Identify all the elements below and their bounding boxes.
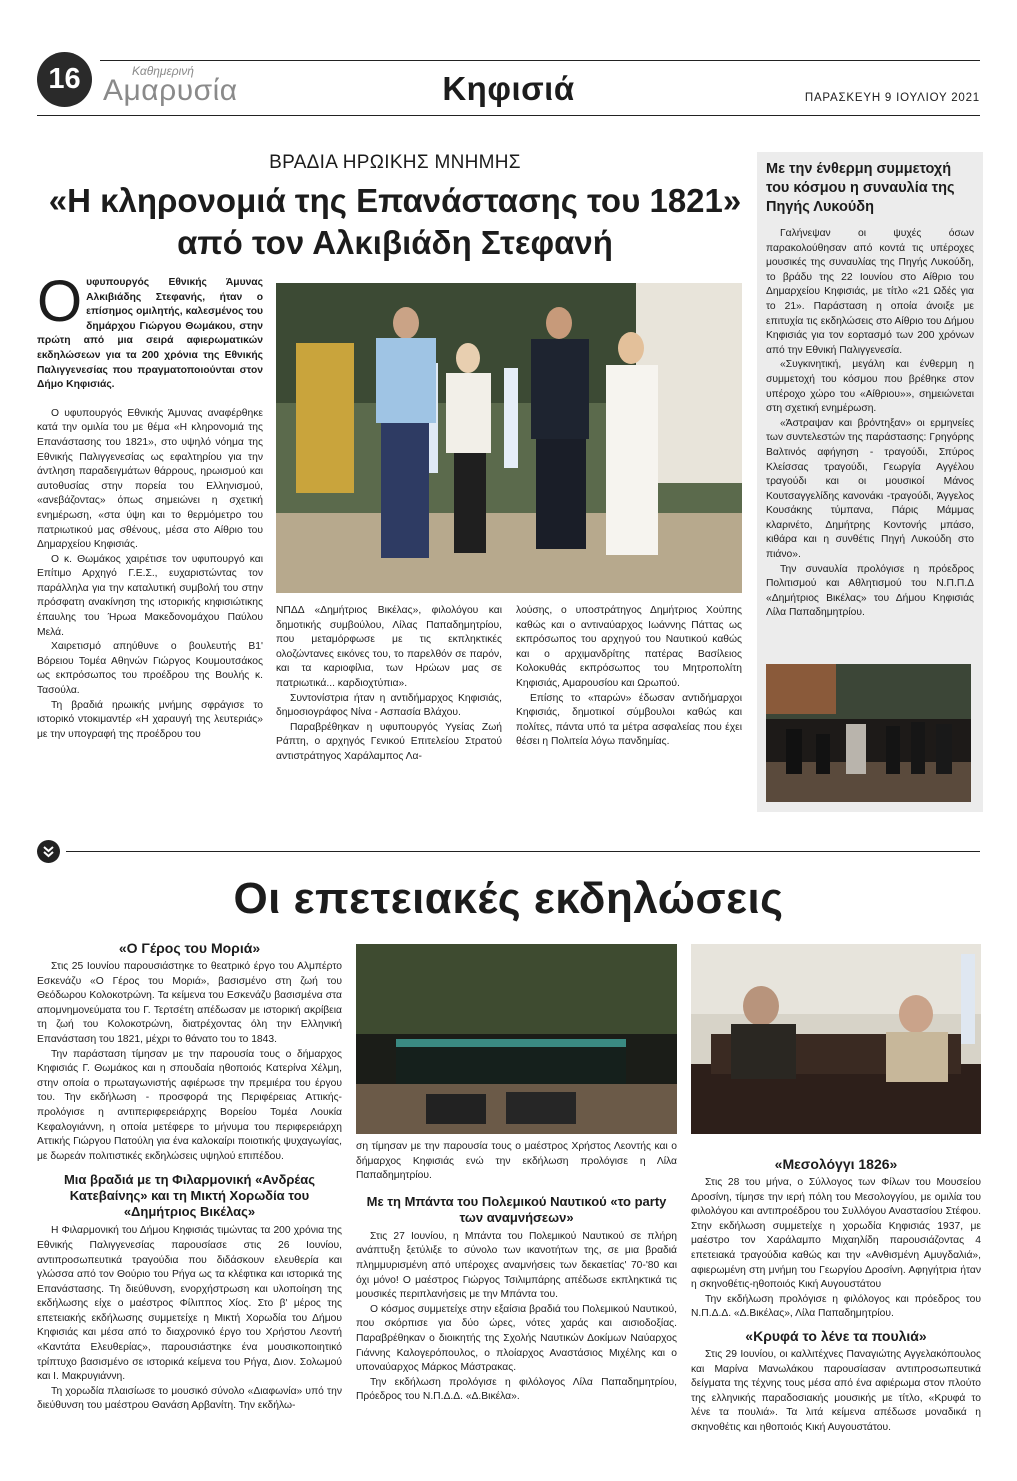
masthead-top-rule: [100, 60, 980, 61]
second-paragraph: Την εκδήλωση προλόγισε η φιλόλογος και πρόεδρος του Ν.Π.Δ.Δ. «Δ.Βικέλας», Λίλα Παπαδημητρίου.: [691, 1293, 981, 1320]
article-lead: υφυπουργός Εθνικής Άμυνας Αλκιβιάδης Στεφανής, ήταν ο επίσημος ομιλητής, καλεσμένος του δημάρχου Γιώργου Θωμάκου, στην πρώτη από μια σειρά αφιερωματικών εκδηλώσεων για τα 200 χρόνια της Εθνικής Παλιγγενεσίας που πραγματοποιούνται στον Δήμο Κηφισιάς.: [37, 277, 263, 391]
sidebar-photo: [766, 664, 971, 802]
page-number: 16: [48, 63, 81, 95]
article-paragraph: Τη βραδιά ηρωικής μνήμης σφράγισε το ιστορικό ντοκιμαντέρ «Η χαραυγή της λευτεριάς» με την υπογραφή της προέδρου του: [37, 699, 263, 740]
article-paragraph: Επίσης το «παρών» έδωσαν αντιδήμαρχοι Κηφισιάς, δημοτικοί σύμβουλοι καθώς και πολίτες, πάντα υπό τα μέτρα ασφαλείας που έχει θέσει η Πολιτεία λόγω πανδημίας.: [516, 692, 742, 748]
second-column-2: [356, 1140, 677, 1460]
article-paragraph: ΝΠΔΔ «Δημήτριος Βικέλας», φιλολόγου και δημοτικής συμβούλου, Λίλας Παπαδημητρίου, που μεταμόρφωσε με τις εκπληκτικές ολοζώντανες εικόνες του, το παρελθόν σε παρόν, και τα καριοφίλια, των Ηρώων μας σε πατριωτικά... καρδιοχτύπια».: [276, 605, 502, 689]
article-paragraph: Ο κ. Θωμάκος χαιρέτισε τον υφυπουργό και Επίτιμο Αρχηγό Γ.Ε.Σ., ευχαριστώντας τον παράλληλα για την καταλυτική συμβολή του στην πρόσφατη ανακίνηση της ιστορικής κηφισιώτικης έπαυλης του Ήρωα Μακεδονομάχου Παύλου Μελά.: [37, 553, 263, 638]
second-paragraph: Στις 25 Ιουνίου παρουσιάστηκε το θεατρικό έργο του Αλμπέρτο Εσκενάζυ «Ο Γέρος του Μοριά», βασισμένο στη ζωή του Θεόδωρου Κολοκοτρώνη. Τα κείμενα του Εσκενάζυ βασισμένα στα απομνημονεύματα του Γ. Τερτσέτη απέδωσαν με ιστορική ακρίβεια τη ζωή του Κολοκοτρώνη, διατρέχοντας όλη την Ελληνική Επανάσταση του 1821, μέχρι το θάνατο του το 1843.: [37, 961, 342, 1045]
second-article-title: Οι επετειακές εκδηλώσεις: [233, 874, 784, 923]
subheading-mesolongi: «Μεσολόγγι 1826»: [774, 1156, 898, 1172]
article-kicker: ΒΡΑΔΙΑ ΗΡΩΙΚΗΣ ΜΝΗΜΗΣ: [269, 152, 521, 173]
second-paragraph: Την εκδήλωση προλόγισε η φιλόλογος Λίλα Παπαδημητρίου, Πρόεδρος του Ν.Π.Δ.Δ. «Δ.Βικέλα».: [356, 1376, 677, 1403]
masthead-bottom-rule: [37, 115, 980, 116]
article-paragraph: Συντονίστρια ήταν η αντιδήμαρχος Κηφισιάς, δημοσιογράφος Νίνα - Ασπασία Βλάχου.: [276, 692, 502, 719]
second-paragraph: Ο κόσμος συμμετείχε στην εξαίσια βραδιά του Πολεμικού Ναυτικού, που σκόρπισε για δύο ώρες, νότες χαράς και αισιοδοξίας. Παραβρέθηκαν ο διοικητής της Σχολής Ναυτικών Δοκίμων Ναύαρχος Γιάννης Καλογερόπουλος, ο πλοίαρχος Αναστάσιος Μιχέλης και ο υποναύαρχος Μάρκος Μάστρακας.: [356, 1303, 677, 1374]
brand-logo: Αμαρυσία: [103, 74, 238, 107]
chevron-down-icon: [37, 840, 60, 863]
article-paragraph: Παραβρέθηκαν η υφυπουργός Υγείας Ζωή Ράπτη, ο αρχηγός Γενικού Επιτελείου Στρατού αντιστράτηγος Χαράλαμπος Λα-: [276, 721, 502, 762]
subheading-banta: Με τη Μπάντα του Πολεμικού Ναυτικού «το party των αναμνήσεων»: [366, 1193, 667, 1225]
sidebar-paragraph: Την συναυλία προλόγισε η πρόεδρος Πολιτισμού και Αθλητισμού του Ν.Π.Π.Δ «Δημήτριος Βικέλας» του Δήμου Κηφισιάς Λίλα Παπαδημητρίου.: [766, 563, 974, 619]
second-paragraph: Η Φιλαρμονική του Δήμου Κηφισιάς τιμώντας τα 200 χρόνια της Εθνικής Παλιγγενεσίας παρουσίασε στις 26 Ιουνίου, αντιπροσωπευτικά τραγούδια που διδάσκουν ελευθερία και γλώσσα από τον Θούριο του Ρήγα ως τα κλέφτικα και ιστορικά της Επανάστασης. Τη διεύθυνση, ενορχήστρωση και υλοποίηση της εκδήλωσης είχε ο μαέστρος Φίλιππος Χίος. Στο β' μέρος της επετειακής εκδήλωσης συμμετείχε η Μικτή Χορωδία του Δήμου Κηφισιάς και μέσα από το διαχρονικό έργο του Χρήστου Λεοντή «Καντάτα Ελευθερίας», παρουσιάστηκε ένα μουσικοποιητικό τρίπτυχο βασισμένο σε ιστορικά κείμενα του Ρήγα, Διον. Σολωμού και Ι. Μακρυγιάννη.: [37, 1225, 342, 1383]
second-column-3: [691, 1156, 981, 1461]
subheading-geros: «Ο Γέρος του Μοριά»: [118, 940, 261, 956]
drop-cap: Ο: [37, 276, 83, 334]
second-column-1: [37, 940, 342, 1460]
section-divider-rule: [66, 851, 980, 852]
choir-photo: [356, 944, 677, 1134]
article-title-line-1: «Η κληρονομιά της Επανάστασης του 1821»: [48, 182, 742, 219]
article-paragraph: Ο υφυπουργός Εθνικής Άμυνας αναφέρθηκε κατά την ομιλία του με θέμα «Η κληρονομιά της Επανάστασης του 1821», στο υψηλό νόημα της Εθνικής Παλιγγενεσίας ως εφαλτηρίου για την άντληση παραδειγμάτων θάρρους, ηρωισμού και αυτοθυσίας στην πορεία του Ελληνισμού, «ανεβάζοντας» όπως σημειώνει η σχετική ενημέρωση, «στα ύψη και το θερμόμετρο του πατριωτικού μας σθένους, μέσα στο Αίθριο του Δημαρχείου Κηφισιάς.: [37, 407, 263, 551]
article-title: [37, 180, 753, 264]
second-paragraph: Στις 28 του μήνα, ο Σύλλογος των Φίλων του Μουσείου Δροσίνη, τίμησε την ιερή πόλη του Μεσολογγίου, με ομιλία του φιλολόγου και αντιπροέδρου του Συλλόγου Αναστασίου Στέφου. Στην εκδήλωση συμμετείχε η χορωδία Κηφισιάς 1937, με μαέστρο τον Χαράλαμπο Μιχαηλίδη παρουσιάζοντας 4 επετειακά τραγούδια καθώς και την «Ανθισμένη Αμυγδαλιά», αφιερωμένη στη μνήμη του Γεωργίου Δροσίνη. Αφηγήτρια ήταν η σκηνοθέτις-ηθοποιός Κική Αυγουστάτου: [691, 1177, 981, 1291]
brand-kicker: Καθημερινή: [132, 64, 194, 78]
subheading-filarmoniki: Μια βραδιά με τη Φιλαρμονική «Ανδρέας Κατεβαίνης» και τη Μικτή Χορωδία του «Δημήτριος Βικέλας»: [63, 1172, 316, 1220]
second-paragraph: Την παράσταση τίμησαν με την παρουσία τους ο δήμαρχος Κηφισιάς Γ. Θωμάκος και η σπουδαία ηθοποιός Κατερίνα Χέλμη, στην οποία ο πρωταγωνιστής αφιέρωσε την πρεμιέρα του έργου του. Την εκδήλωση - προσφορά της Περιφέρειας Αττικής- προλόγισε η αντιπεριφερειάρχης Βορείου Τομέα Λουκία Κεφαλογιάννη, η οποία μετέφερε το μήνυμα του περιφερειάρχη Αττικής Γιώργου Πατούλη για ένα καλοκαίρι ποιοτικής ψυχαγωγίας, με δωρεάν πολιτιστικές εκδηλώσεις υψηλού επιπέδου.: [37, 1048, 342, 1162]
issue-date: ΠΑΡΑΣΚΕΥΗ 9 ΙΟΥΛΙΟΥ 2021: [804, 92, 980, 104]
second-paragraph: Στις 27 Ιουνίου, η Μπάντα του Πολεμικού Ναυτικού σε πλήρη ανάπτυξη ξετύλιξε το σύνολο των ικανοτήτων της, σε μια βραδιά πλημμυρισμένη από υπέροχες αναμνήσεις των δεκαετίας' 70-'80 και όχι μόνο! Ο μαέστρος Γιώργος Τσιλιμπάρης απέδωσε εκπληκτικά τις μουσικές περιπλανήσεις με την Μπάντα του.: [356, 1230, 677, 1301]
subheading-kryfa: «Κρυφά το λένε τα πουλιά»: [745, 1327, 927, 1344]
second-paragraph: Τη χορωδία πλαισίωσε το μουσικό σύνολο «Διαφωνία» υπό την διεύθυνση του μαέστρου Θανάση Αρβανίτη. Την εκδήλω-: [37, 1385, 342, 1412]
sidebar-content: [766, 160, 974, 660]
article-paragraph: Χαιρετισμό απηύθυνε ο βουλευτής Β1' Βόρειου Τομέα Αθηνών Γιώργος Κουμουτσάκος ως εκπρόσωπος του προέδρου της Βουλής κ. Τασούλα.: [37, 641, 263, 697]
sidebar-title: Με την ένθερμη συμμετοχή του κόσμου η συναυλία της Πηγής Λυκούδη: [766, 161, 955, 215]
article-paragraph: λούσης, ο υποστράτηγος Δημήτριος Χούπης καθώς και ο αντιναύαρχος Ιωάννης Πάττας ως εκπρόσωπος του αρχηγού του Ναυτικού καθώς και ο αρχιμανδρίτης πατέρας Βασίλειος Κολοκυθάς εκπρόσωπος του Μητροπολίτη Κηφισιάς, Αμαρουσίου και Ωρωπού.: [516, 605, 742, 689]
second-paragraph: ση τίμησαν με την παρουσία τους ο μαέστρος Χρήστος Λεοντής και ο δήμαρχος Κηφισιάς ενώ την εκδήλωση προλόγισε η Λίλα Παπαδημητρίου.: [356, 1141, 677, 1182]
main-article-photo: [276, 283, 742, 593]
article-title-line-2: από τον Αλκιβιάδη Στεφανή: [177, 224, 613, 261]
mesolongi-photo: [691, 944, 981, 1134]
second-paragraph: Στις 29 Ιουνίου, οι καλλιτέχνες Παναγιώτης Αγγελακόπουλος και Μαρίνα Μανωλάκου παρουσίασαν αντιπροσωπευτικά δείγματα της τέχνης τους μέσα από ένα αφιέρωμα στον πλούτο της ελληνικής παραδοσιακής μουσικής με τίτλο, «Κρυφά το λένε τα πουλιά». Τα λιτά κείμενα απέδωσε μοναδικά η σκηνοθέτις και ηθοποιός Κική Αυγουστάτου.: [691, 1348, 981, 1433]
sidebar-paragraph: «Συγκινητική, μεγάλη και ένθερμη η συμμετοχή του κόσμου που βρέθηκε στον υπέροχο χώρο του «Αίθριου»», σημειώνεται στη σχετική ενημέρωση.: [766, 359, 974, 415]
section-title: Κηφισιά: [442, 70, 575, 107]
sidebar-paragraph: «Άστραψαν και βρόντηξαν» οι ερμηνείες των συντελεστών της παράστασης: Γρηγόρης Βαλτινός αφήγηση - τραγούδι, Σπύρος Κλείσσας τραγούδι, Γεωργία Αγγέλου τραγούδι και οι μουσικοί Μάνος Κουτσαγγελίδης κανονάκι -τραγούδι, Άγγελος Κουσάκης τύμπανα, Πάρις Μάμμας κλαρινέτο, Δημήτρης Κοντονής μπάσο, κιθάρα και η συνθέτις Πηγή Λυκούδη στο πιάνο».: [766, 417, 974, 561]
article-column-1: [37, 276, 263, 821]
article-column-3: [516, 604, 742, 821]
article-column-2: [276, 604, 502, 821]
sidebar-paragraph: Γαλήνεψαν οι ψυχές όσων παρακολούθησαν από κοντά τις υπέροχες μουσικές της συναυλίας της Πηγής Λυκούδη, το βράδυ της 22 Ιουνίου στο Αίθριο του Δημαρχείου Κηφισιάς, με τίτλο «21 Ωδές για το 21». Παράσταση η οποία άνοιξε με επιτυχία τις εκδηλώσεις στο Αίθριο του Δήμου Κηφισιάς για τον εορτασμό των 200 χρόνων από την Εθνική Παλιγγενεσία.: [766, 228, 974, 356]
